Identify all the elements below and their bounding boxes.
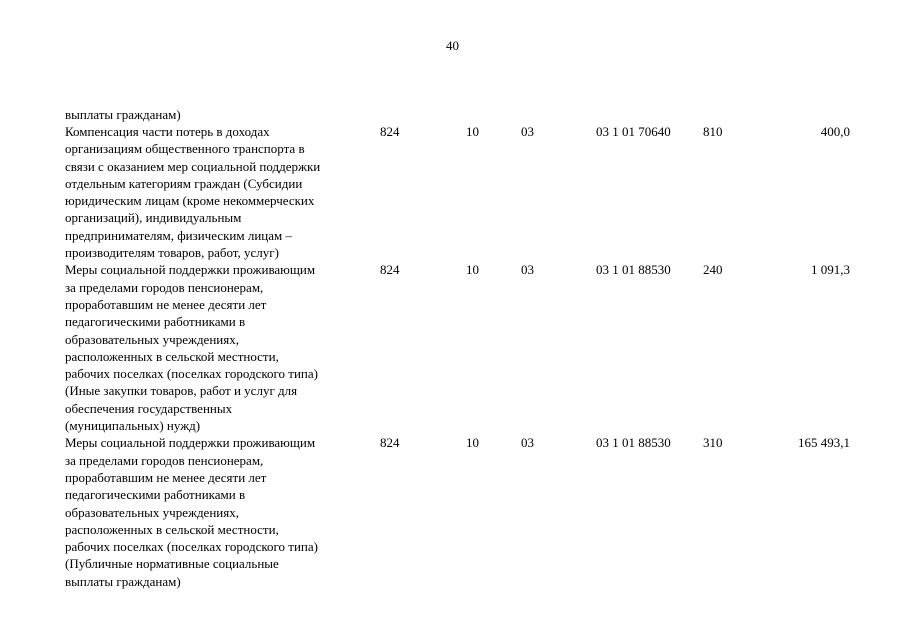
- csr-code: 03 1 01 70640: [596, 124, 671, 139]
- vr-code: 810: [703, 124, 723, 139]
- budget-table: [0, 123, 905, 590]
- vedom-code: 824: [380, 124, 400, 139]
- row-description: [65, 123, 370, 261]
- row-description: [65, 434, 370, 590]
- description-line: образовательных учреждениях,: [65, 331, 239, 347]
- description-line: отдельным категориям граждан (Субсидии: [65, 175, 303, 191]
- vedom-code: 824: [380, 435, 400, 451]
- description-line: Меры социальной поддержки проживающим: [65, 262, 316, 278]
- description-line: организациям общественного транспорта в: [65, 141, 305, 157]
- csr-code: 03 1 01 88530: [596, 262, 671, 278]
- description-line: (Публичные нормативные социальные: [65, 556, 279, 572]
- description-line: обеспечения государственных: [65, 400, 233, 416]
- description-line: юридическим лицам (кроме некоммерческих: [65, 193, 315, 209]
- description-line: рабочих поселках (поселках городского типа): [65, 539, 318, 555]
- description-line: проработавшим не менее десяти лет: [65, 469, 267, 485]
- description-line: расположенных в сельской местности,: [65, 521, 279, 537]
- razdel-code: 10: [466, 124, 479, 139]
- table-row: [0, 434, 905, 590]
- csr-code: 03 1 01 88530: [596, 435, 671, 451]
- description-line: педагогическими работниками в: [65, 487, 246, 503]
- vedom-code: 824: [380, 262, 400, 278]
- description-line: рабочих поселках (поселках городского типа): [65, 366, 318, 382]
- podrazdel-code: 03: [521, 262, 534, 278]
- description-line: проработавшим не менее десяти лет: [65, 296, 267, 312]
- razdel-code: 10: [466, 262, 479, 278]
- description-line: Меры социальной поддержки проживающим: [65, 435, 316, 451]
- row-description: [65, 261, 370, 434]
- description-line: за пределами городов пенсионерам,: [65, 452, 264, 468]
- page-number: 40: [446, 38, 459, 53]
- sum-value: 400,0: [820, 124, 850, 139]
- description-line: выплаты гражданам): [65, 573, 181, 589]
- description-line: расположенных в сельской местности,: [65, 348, 279, 364]
- carry-over-text: выплаты гражданам): [65, 107, 181, 122]
- table-row: [0, 261, 905, 434]
- vr-code: 240: [703, 262, 723, 278]
- description-line: Компенсация части потерь в доходах: [65, 124, 270, 139]
- description-line: производителям товаров, работ, услуг): [65, 245, 279, 261]
- description-line: образовательных учреждениях,: [65, 504, 239, 520]
- sum-value: 165 493,1: [798, 435, 850, 451]
- podrazdel-code: 03: [521, 124, 534, 139]
- razdel-code: 10: [466, 435, 479, 451]
- description-line: за пределами городов пенсионерам,: [65, 279, 264, 295]
- description-line: (Иные закупки товаров, работ и услуг для: [65, 383, 298, 399]
- description-line: связи с оказанием мер социальной поддержки: [65, 158, 321, 174]
- podrazdel-code: 03: [521, 435, 534, 451]
- description-line: (муниципальных) нужд): [65, 418, 201, 434]
- table-row: [0, 123, 905, 261]
- sum-value: 1 091,3: [811, 262, 850, 278]
- description-line: предпринимателям, физическим лицам –: [65, 227, 292, 243]
- vr-code: 310: [703, 435, 723, 451]
- description-line: организаций), индивидуальным: [65, 210, 242, 226]
- description-line: педагогическими работниками в: [65, 314, 246, 330]
